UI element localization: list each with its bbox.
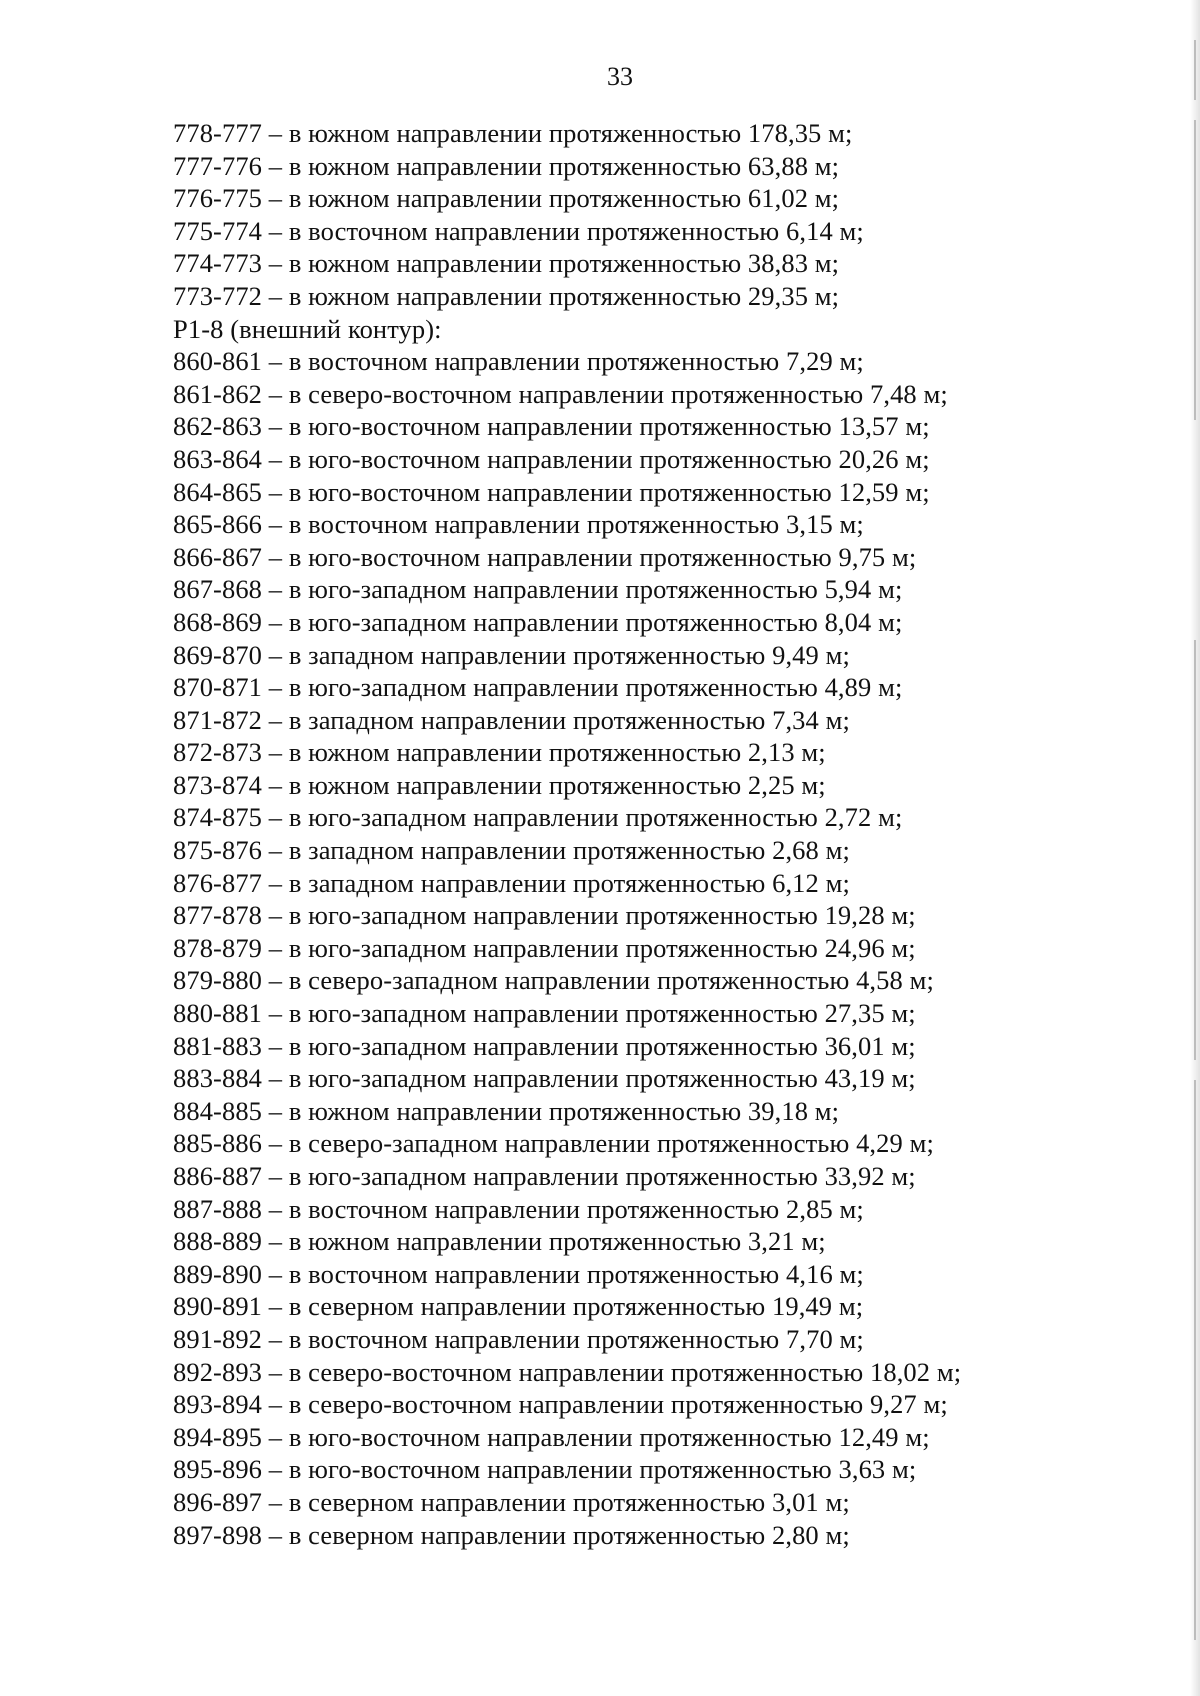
text-line: 880-881 – в юго-западном направлении протяженностью 27,35 м;	[173, 998, 916, 1029]
text-line: 893-894 – в северо-восточном направлении протяженностью 9,27 м;	[173, 1389, 948, 1420]
text-line: 872-873 – в южном направлении протяженностью 2,13 м;	[173, 737, 826, 768]
text-line: 869-870 – в западном направлении протяженностью 9,49 м;	[173, 639, 850, 670]
text-line: 891-892 – в восточном направлении протяженностью 7,70 м;	[173, 1323, 864, 1354]
text-line: 885-886 – в северо-западном направлении протяженностью 4,29 м;	[173, 1128, 934, 1159]
text-line: 871-872 – в западном направлении протяженностью 7,34 м;	[173, 704, 850, 735]
text-line: 890-891 – в северном направлении протяженностью 19,49 м;	[173, 1291, 864, 1322]
text-line: 897-898 – в северном направлении протяженностью 2,80 м;	[173, 1519, 850, 1550]
text-line: 894-895 – в юго-восточном направлении протяженностью 12,49 м;	[173, 1421, 930, 1452]
text-line: 892-893 – в северо-восточном направлении протяженностью 18,02 м;	[173, 1356, 962, 1387]
text-line: 889-890 – в восточном направлении протяженностью 4,16 м;	[173, 1258, 864, 1289]
text-line: 773-772 – в южном направлении протяженностью 29,35 м;	[173, 280, 840, 311]
page-number: 33	[607, 62, 633, 91]
text-line: 862-863 – в юго-восточном направлении протяженностью 13,57 м;	[173, 411, 930, 442]
scan-artifact	[1194, 40, 1196, 100]
text-line: 774-773 – в южном направлении протяженностью 38,83 м;	[173, 248, 840, 279]
text-line: 873-874 – в южном направлении протяженностью 2,25 м;	[173, 769, 826, 800]
text-line: 860-861 – в восточном направлении протяженностью 7,29 м;	[173, 346, 864, 377]
text-line: 876-877 – в западном направлении протяженностью 6,12 м;	[173, 867, 850, 898]
text-line: 863-864 – в юго-восточном направлении протяженностью 20,26 м;	[173, 443, 930, 474]
text-line: 881-883 – в юго-западном направлении протяженностью 36,01 м;	[173, 1030, 916, 1061]
text-line: 879-880 – в северо-западном направлении протяженностью 4,58 м;	[173, 965, 934, 996]
boundary-description-list	[173, 117, 1133, 1551]
text-line: 775-774 – в восточном направлении протяженностью 6,14 м;	[173, 215, 864, 246]
text-line: 883-884 – в юго-западном направлении протяженностью 43,19 м;	[173, 1063, 916, 1094]
text-line: 866-867 – в юго-восточном направлении протяженностью 9,75 м;	[173, 541, 917, 572]
text-line: 875-876 – в западном направлении протяженностью 2,68 м;	[173, 835, 850, 866]
scan-artifact	[1194, 1080, 1196, 1640]
text-line: 868-869 – в юго-западном направлении протяженностью 8,04 м;	[173, 606, 903, 637]
text-line: 886-887 – в юго-западном направлении протяженностью 33,92 м;	[173, 1161, 916, 1191]
text-line: 776-775 – в южном направлении протяженностью 61,02 м;	[173, 183, 840, 214]
scan-artifact	[1194, 640, 1196, 1060]
text-line: 887-888 – в восточном направлении протяженностью 2,85 м;	[173, 1193, 864, 1224]
text-line: 870-871 – в юго-западном направлении протяженностью 4,89 м;	[173, 672, 903, 703]
text-line: 778-777 – в южном направлении протяженностью 178,35 м;	[173, 118, 853, 148]
text-line: 877-878 – в юго-западном направлении протяженностью 19,28 м;	[173, 900, 916, 931]
text-line: 865-866 – в восточном направлении протяженностью 3,15 м;	[173, 509, 864, 540]
text-line: 861-862 – в северо-восточном направлении протяженностью 7,48 м;	[173, 378, 948, 409]
text-line: 874-875 – в юго-западном направлении протяженностью 2,72 м;	[173, 802, 903, 833]
text-line: 878-879 – в юго-западном направлении протяженностью 24,96 м;	[173, 932, 916, 963]
scan-artifact	[1194, 120, 1196, 420]
text-line: 884-885 – в южном направлении протяженностью 39,18 м;	[173, 1095, 840, 1126]
text-line: 867-868 – в юго-западном направлении протяженностью 5,94 м;	[173, 574, 903, 605]
section-heading: Р1-8 (внешний контур):	[173, 313, 442, 344]
text-line: 777-776 – в южном направлении протяженностью 63,88 м;	[173, 150, 840, 181]
text-line: 888-889 – в южном направлении протяженностью 3,21 м;	[173, 1226, 826, 1257]
text-line: 864-865 – в юго-восточном направлении протяженностью 12,59 м;	[173, 476, 930, 507]
text-line: 896-897 – в северном направлении протяженностью 3,01 м;	[173, 1486, 850, 1517]
text-line: 895-896 – в юго-восточном направлении протяженностью 3,63 м;	[173, 1454, 917, 1485]
